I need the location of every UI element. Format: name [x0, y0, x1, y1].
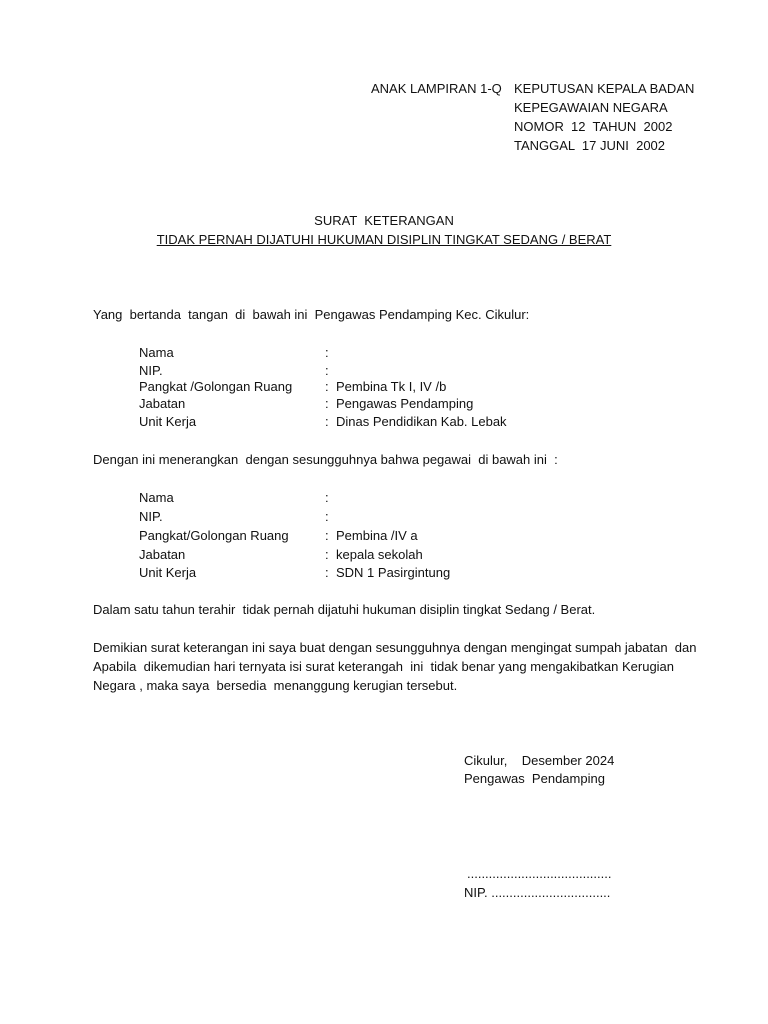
employee-colon: :	[325, 565, 329, 580]
closing-line-2: Apabila dikemudian hari ternyata isi surat keterangah ini tidak benar yang mengakibatkan Kerugian	[93, 659, 675, 674]
signer-value-unit: Dinas Pendidikan Kab. Lebak	[336, 414, 507, 429]
document-subtitle: TIDAK PERNAH DIJATUHI HUKUMAN DISIPLIN TINGKAT SEDANG / BERAT	[156, 232, 612, 247]
employee-colon: :	[325, 547, 329, 562]
decree-line-3: NOMOR 12 TAHUN 2002	[514, 119, 673, 134]
decree-line-4: TANGGAL 17 JUNI 2002	[514, 138, 666, 153]
signature-nip-line: NIP. .................................	[464, 885, 611, 900]
signer-colon: :	[325, 414, 329, 429]
closing-line-1: Demikian surat keterangan ini saya buat dengan sesungguhnya dengan mengingat sumpah jabatan dan	[93, 640, 697, 655]
signature-place-date: Cikulur, Desember 2024	[464, 753, 615, 768]
employee-label-nip: NIP.	[139, 509, 163, 524]
signer-label-nip: NIP.	[139, 363, 163, 378]
employee-label-unit: Unit Kerja	[139, 565, 197, 580]
signer-colon: :	[325, 345, 329, 360]
employee-label-position: Jabatan	[139, 547, 186, 562]
attachment-label: ANAK LAMPIRAN 1-Q	[371, 81, 502, 96]
employee-value-rank: Pembina /IV a	[336, 528, 418, 543]
closing-line-3: Negara , maka saya bersedia menanggung kerugian tersebut.	[93, 678, 458, 693]
document-title: SURAT KETERANGAN	[314, 213, 454, 228]
signer-label-unit: Unit Kerja	[139, 414, 197, 429]
employee-value-unit: SDN 1 Pasirgintung	[336, 565, 451, 580]
signature-position: Pengawas Pendamping	[464, 771, 605, 786]
employee-colon: :	[325, 490, 329, 505]
signer-colon: :	[325, 363, 329, 378]
employee-label-name: Nama	[139, 490, 174, 505]
signature-name-line: ........................................	[467, 866, 612, 881]
employee-label-rank: Pangkat/Golongan Ruang	[139, 528, 289, 543]
employee-value-position: kepala sekolah	[336, 547, 423, 562]
signer-colon: :	[325, 379, 329, 394]
signer-label-position: Jabatan	[139, 396, 186, 411]
signer-colon: :	[325, 396, 329, 411]
intro-text: Yang bertanda tangan di bawah ini Pengawas Pendamping Kec. Cikulur:	[93, 307, 530, 322]
decree-line-1: KEPUTUSAN KEPALA BADAN	[514, 81, 695, 96]
signer-label-rank: Pangkat /Golongan Ruang	[139, 379, 293, 394]
signer-label-name: Nama	[139, 345, 174, 360]
signer-value-rank: Pembina Tk I, IV /b	[336, 379, 447, 394]
signer-value-position: Pengawas Pendamping	[336, 396, 474, 411]
declaration-text: Dalam satu tahun terahir tidak pernah dijatuhi hukuman disiplin tingkat Sedang / Berat.	[93, 602, 596, 617]
employee-colon: :	[325, 509, 329, 524]
statement-text: Dengan ini menerangkan dengan sesungguhnya bahwa pegawai di bawah ini :	[93, 452, 558, 467]
employee-colon: :	[325, 528, 329, 543]
decree-line-2: KEPEGAWAIAN NEGARA	[514, 100, 668, 115]
